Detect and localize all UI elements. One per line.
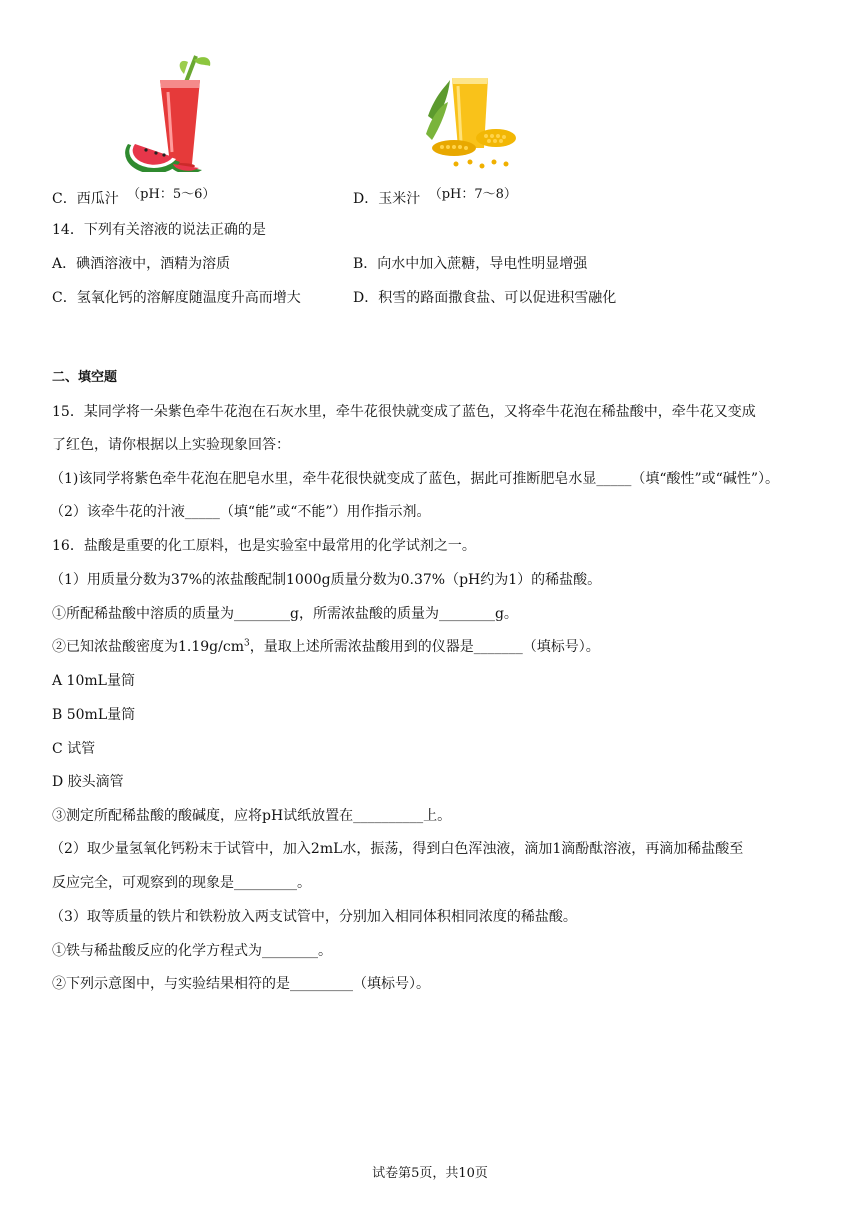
question-16-part-3b: ②下列示意图中，与实验结果相符的是_________（填标号）。 bbox=[52, 976, 430, 992]
instrument-option-b: B 50mL量筒 bbox=[52, 707, 136, 723]
superscript-3: 3 bbox=[243, 638, 250, 649]
part-1b-text-end: ，量取上述所需浓盐酸用到的仪器是_______（填标号）。 bbox=[249, 639, 600, 655]
question-15-stem-2: 了红色，请你根据以上实验现象回答： bbox=[52, 437, 290, 453]
question-16-part-3a: ①铁与稀盐酸反应的化学方程式为________。 bbox=[52, 943, 332, 959]
option-c-label: C．西瓜汁 bbox=[52, 191, 119, 207]
question-14-option-c: C．氢氧化钙的溶解度随温度升高而增大 bbox=[52, 290, 301, 306]
page-footer: 试卷第5页，共10页 bbox=[372, 1166, 488, 1181]
corn-juice-image bbox=[426, 76, 518, 172]
question-16-part-2b: 反应完全，可观察到的现象是_________。 bbox=[52, 875, 311, 891]
question-14-option-b: B．向水中加入蔗糖，导电性明显增强 bbox=[353, 256, 588, 272]
question-16-stem: 16．盐酸是重要的化工原料，也是实验室中最常用的化学试剂之一。 bbox=[52, 538, 476, 554]
option-c bbox=[52, 188, 215, 208]
option-c-ph: （pH：5～6） bbox=[127, 187, 216, 202]
instrument-option-a: A 10mL量筒 bbox=[52, 673, 135, 689]
instrument-option-c: C 试管 bbox=[52, 741, 96, 757]
question-15-part-2: （2）该牵牛花的汁液_____（填“能”或“不能”）用作指示剂。 bbox=[50, 504, 431, 520]
question-16-part-3: （3）取等质量的铁片和铁粉放入两支试管中，分别加入相同体积相同浓度的稀盐酸。 bbox=[50, 909, 577, 925]
question-15-stem-1: 15．某同学将一朵紫色牵牛花泡在石灰水里，牵牛花很快就变成了蓝色，又将牵牛花泡在稀盐酸中，牵牛花又变成 bbox=[52, 404, 756, 420]
section-title: 二、填空题 bbox=[52, 370, 118, 385]
question-16-part-1: （1）用质量分数为37%的浓盐酸配制1000g质量分数为0.37%（pH约为1）的稀盐酸。 bbox=[50, 572, 602, 588]
option-d-ph: （pH：7～8） bbox=[428, 187, 517, 202]
option-d-label: D．玉米汁 bbox=[353, 191, 421, 207]
question-14-option-a: A．碘酒溶液中，酒精为溶质 bbox=[52, 256, 231, 272]
question-16-part-1c: ③测定所配稀盐酸的酸碱度，应将pH试纸放置在__________上。 bbox=[52, 808, 452, 824]
question-14-option-d: D．积雪的路面撒食盐、可以促进积雪融化 bbox=[353, 290, 617, 306]
question-14-stem: 14．下列有关溶液的说法正确的是 bbox=[52, 222, 266, 238]
question-15-part-1: （1)该同学将紫色牵牛花泡在肥皂水里，牵牛花很快就变成了蓝色，据此可推断肥皂水显_____（填“酸性”或“碱性”）。 bbox=[50, 471, 779, 487]
question-16-part-2a: （2）取少量氢氧化钙粉末于试管中，加入2mL水，振荡，得到白色浑浊液，滴加1滴酚酞溶液，再滴加稀盐酸至 bbox=[50, 841, 744, 857]
part-1b-text: ②已知浓盐酸密度为1.19g/cm bbox=[52, 639, 244, 655]
option-d bbox=[353, 188, 517, 208]
instrument-option-d: D 胶头滴管 bbox=[52, 774, 124, 790]
question-16-part-1a: ①所配稀盐酸中溶质的质量为________g，所需浓盐酸的质量为________g。 bbox=[52, 606, 518, 622]
watermelon-juice-image bbox=[124, 52, 216, 172]
question-16-part-1b bbox=[52, 636, 600, 656]
